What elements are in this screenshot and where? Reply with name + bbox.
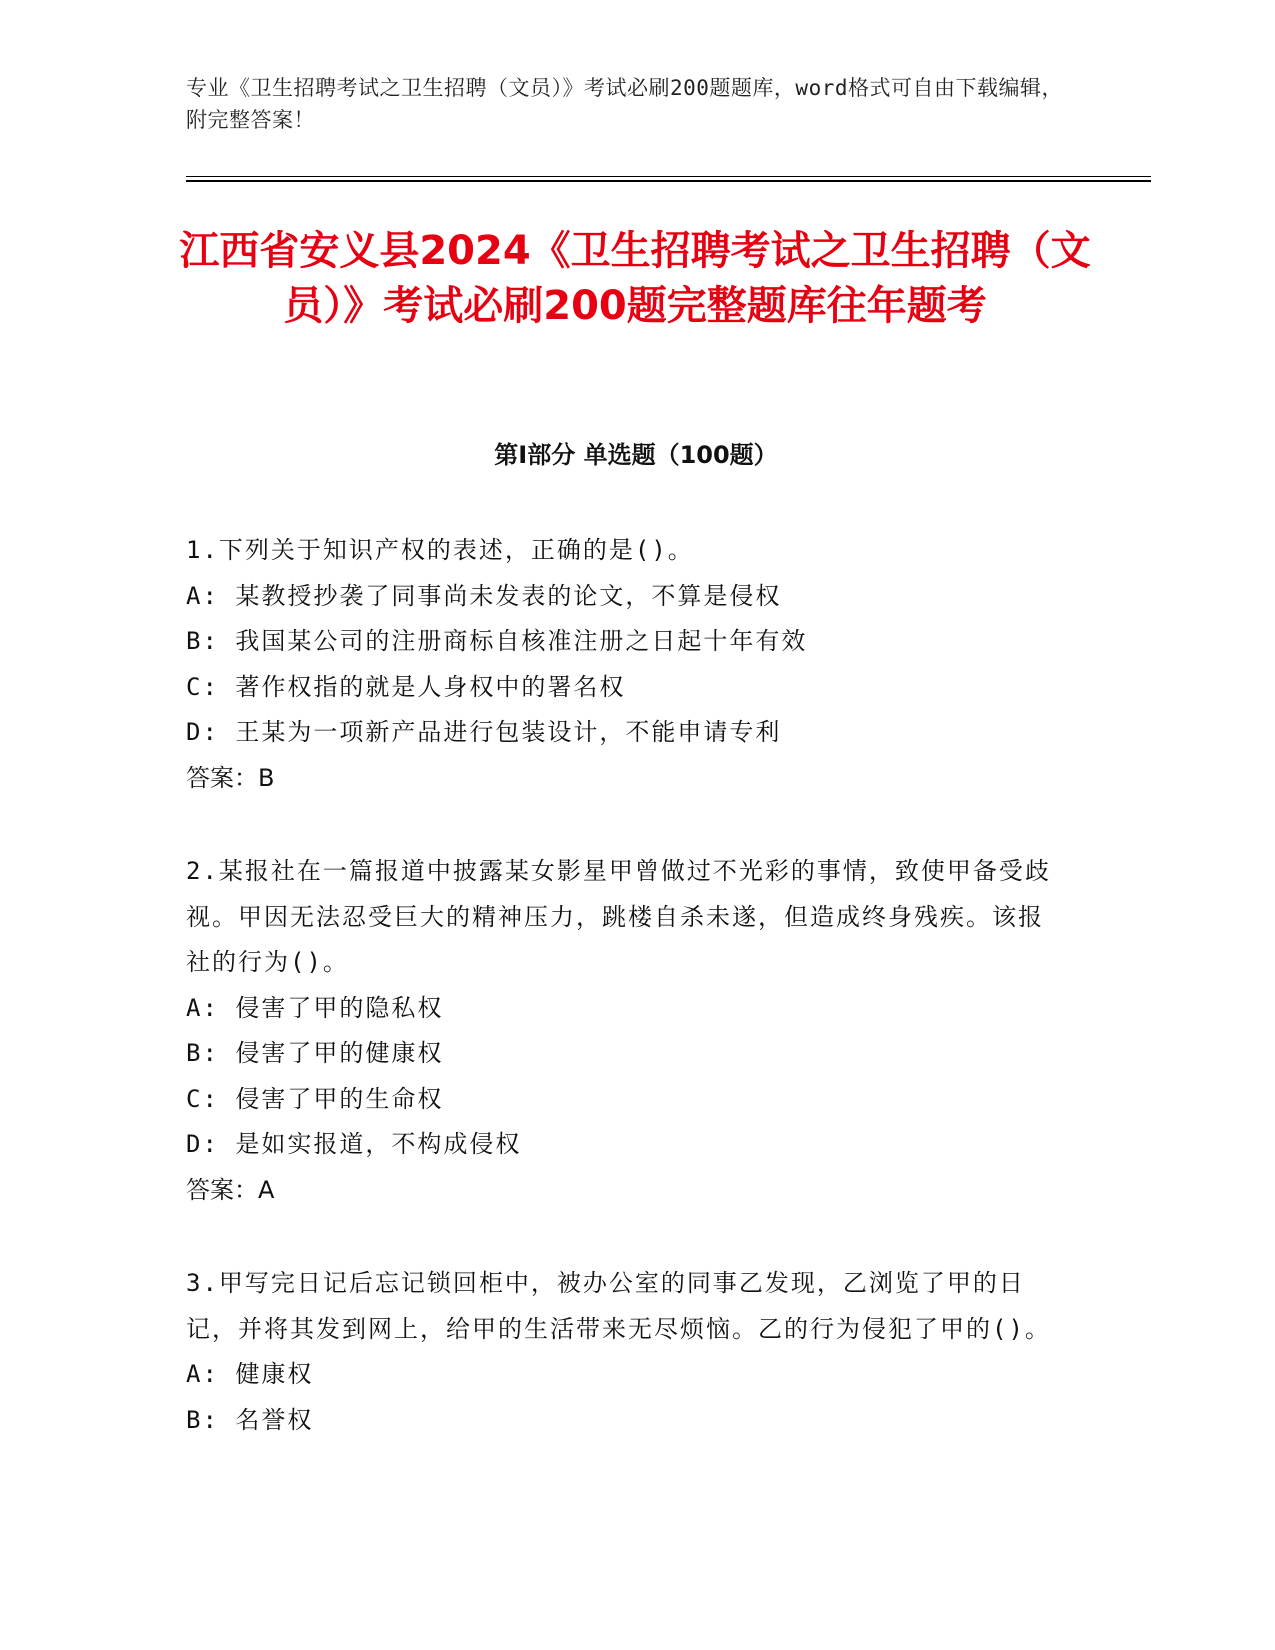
header-divider-thick bbox=[186, 180, 1151, 182]
question-stem: 2.某报社在一篇报道中披露某女影星甲曾做过不光彩的事情，致使甲备受歧视。甲因无法忍受巨大的精神压力，跳楼自杀未遂，但造成终身残疾。该报社的行为()。 bbox=[186, 857, 1051, 976]
question-2 bbox=[186, 849, 1066, 1213]
option-b: B: 名誉权 bbox=[186, 1405, 314, 1434]
option-a: A: 侵害了甲的隐私权 bbox=[186, 993, 444, 1022]
question-stem: 1.下列关于知识产权的表述，正确的是()。 bbox=[186, 536, 694, 564]
question-stem: 3.甲写完日记后忘记锁回柜中，被办公室的同事乙发现，乙浏览了甲的日记，并将其发到网上，给甲的生活带来无尽烦恼。乙的行为侵犯了甲的()。 bbox=[186, 1269, 1051, 1343]
answer-line: 答案：A bbox=[186, 1175, 275, 1204]
option-d: D: 是如实报道，不构成侵权 bbox=[186, 1130, 522, 1158]
answer-line: 答案：B bbox=[186, 763, 275, 792]
header-note: 专业《卫生招聘考试之卫生招聘（文员）》考试必刷200题题库，word格式可自由下载编辑，附完整答案！ bbox=[186, 76, 1063, 132]
option-a: A: 某教授抄袭了同事尚未发表的论文，不算是侵权 bbox=[186, 581, 782, 610]
header-divider-thin bbox=[186, 176, 1151, 177]
question-list bbox=[186, 528, 1066, 1491]
question-3 bbox=[186, 1261, 1066, 1443]
question-1 bbox=[186, 528, 1066, 801]
option-b: B: 侵害了甲的健康权 bbox=[186, 1039, 444, 1067]
document-title: 江西省安义县2024《卫生招聘考试之卫生招聘（文员）》考试必刷200题完整题库往年题考 bbox=[179, 228, 1091, 329]
option-c: C: 侵害了甲的生命权 bbox=[186, 1084, 444, 1113]
option-d: D: 王某为一项新产品进行包装设计，不能申请专利 bbox=[186, 718, 782, 746]
section-heading: 第Ⅰ部分 单选题（100题） bbox=[494, 441, 778, 469]
option-a: A: 健康权 bbox=[186, 1360, 314, 1388]
option-b: B: 我国某公司的注册商标自核准注册之日起十年有效 bbox=[186, 627, 808, 655]
option-c: C: 著作权指的就是人身权中的署名权 bbox=[186, 672, 626, 701]
